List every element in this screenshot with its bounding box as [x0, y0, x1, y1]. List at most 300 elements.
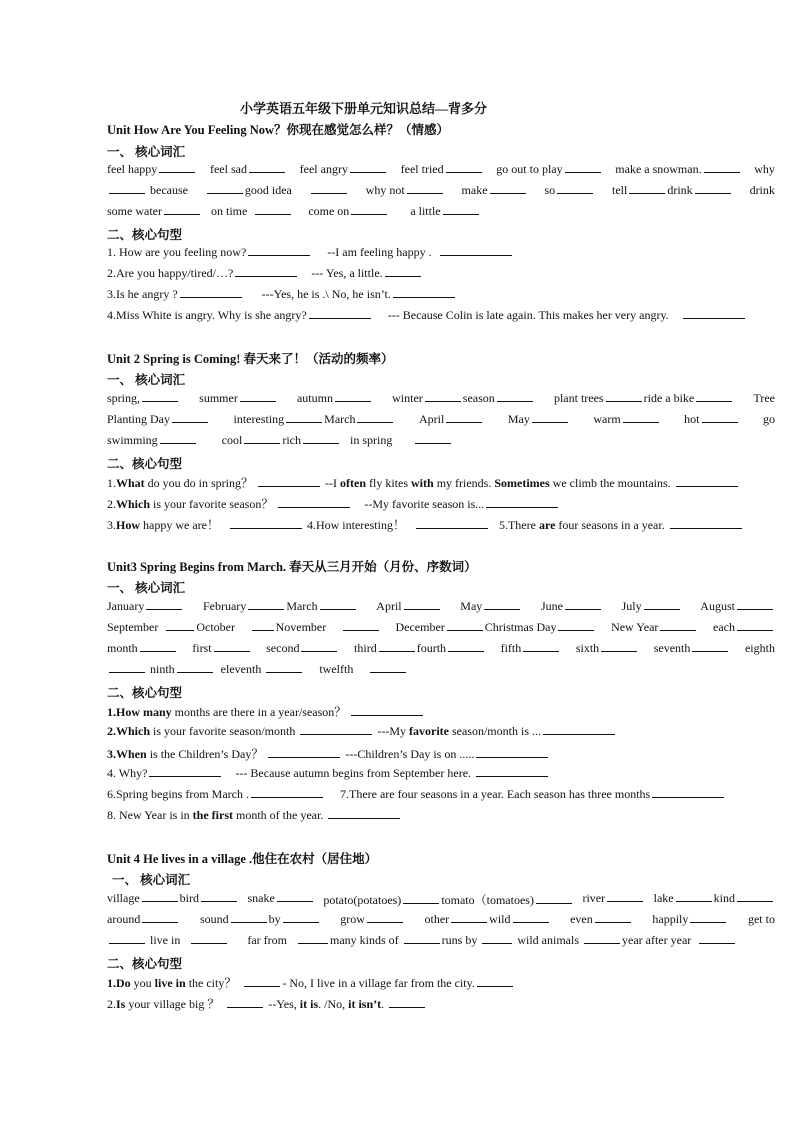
text: is the Children’s Day？ [149, 747, 264, 761]
answer-blank[interactable] [476, 747, 548, 758]
answer-blank[interactable] [652, 787, 724, 798]
vocab-item [410, 204, 480, 219]
text: April [418, 412, 445, 426]
answer-blank[interactable] [670, 518, 742, 529]
text: so [544, 183, 556, 197]
vocab-item [425, 912, 551, 927]
answer-blank[interactable] [447, 620, 483, 631]
answer-blank[interactable] [301, 641, 337, 652]
unit4-vocab-heading: 一、 核心词汇 [112, 873, 191, 887]
unit3-sentence-3 [107, 745, 775, 762]
text: grow [340, 912, 365, 926]
unit3-sentence-2 [107, 724, 775, 739]
text: 4.How interesting！ [306, 518, 405, 532]
text: winter [392, 391, 423, 405]
text: first [192, 641, 212, 655]
answer-blank[interactable] [407, 183, 443, 194]
text: tell [612, 183, 628, 197]
answer-blank[interactable] [109, 183, 145, 194]
vocab-item [401, 162, 484, 177]
text: November [275, 620, 327, 634]
answer-blank[interactable] [486, 497, 558, 508]
answer-blank[interactable] [350, 162, 386, 173]
unit2-heading: Unit 2 Spring is Coming! 春天来了！（活动的频率） [107, 352, 394, 366]
answer-blank[interactable] [623, 412, 659, 423]
vocab-item: go [763, 412, 775, 426]
bold-text: Sometimes [494, 476, 550, 490]
text: the city？ [188, 976, 237, 990]
answer-blank[interactable] [476, 766, 548, 777]
answer-blank[interactable] [252, 620, 274, 631]
answer-blank[interactable] [490, 183, 526, 194]
vocab-item [654, 891, 775, 908]
unit1-sentence-2 [107, 266, 775, 281]
text: October [196, 620, 235, 634]
answer-blank[interactable] [172, 412, 208, 423]
unit2-sentence-2 [107, 495, 775, 512]
answer-blank[interactable] [513, 912, 549, 923]
answer-blank[interactable] [251, 787, 323, 798]
text: lake [653, 891, 674, 905]
vocab-item [593, 412, 660, 427]
answer-blank[interactable] [142, 912, 178, 923]
vocab-item [107, 912, 180, 927]
text: . /No, [318, 997, 346, 1011]
vocab-item: drink [749, 183, 775, 197]
vocab-item [612, 183, 733, 198]
answer-blank[interactable] [532, 412, 568, 423]
vocab-item [250, 620, 327, 635]
text: 1. How are you feeling now? [107, 245, 247, 259]
text: 4. Why? [107, 766, 148, 780]
unit3-vocab-line-4 [107, 662, 775, 677]
text: season [462, 391, 495, 405]
answer-blank[interactable] [676, 891, 712, 902]
bold-text: 1. [107, 705, 116, 719]
text: --My favorite season is... [364, 497, 485, 511]
answer-blank[interactable] [737, 599, 773, 610]
text: is your favorite season？ [153, 497, 274, 511]
bold-text: How many [116, 705, 172, 719]
text: live in [150, 933, 181, 947]
answer-blank[interactable] [140, 641, 176, 652]
text: four seasons in a year. [558, 518, 665, 532]
answer-blank[interactable] [258, 476, 320, 487]
answer-blank[interactable] [443, 204, 479, 215]
text: fifth [500, 641, 522, 655]
answer-blank[interactable] [303, 433, 339, 444]
unit1-vocab-heading: 一、 核心词汇 [107, 145, 186, 159]
answer-blank[interactable] [699, 933, 735, 944]
vocab-item [221, 662, 305, 677]
text: bird [179, 891, 199, 905]
unit3-heading: Unit3 Spring Begins from March. 春天从三月开始（月份、序数词） [107, 560, 477, 574]
answer-blank[interactable] [523, 641, 559, 652]
bold-text: What [116, 476, 145, 490]
unit1-sentence-3 [107, 287, 775, 302]
text: wild animals [517, 933, 579, 947]
answer-blank[interactable] [606, 391, 642, 402]
text: many kinds of [329, 933, 399, 947]
answer-blank[interactable] [370, 662, 406, 673]
text: --- Yes, a little. [311, 266, 383, 280]
vocab-item [654, 641, 731, 656]
vocab-item [308, 204, 389, 219]
answer-blank[interactable] [298, 933, 328, 944]
answer-blank[interactable] [393, 287, 455, 298]
text: --I am feeling happy . [327, 245, 432, 259]
text: seventh [653, 641, 691, 655]
unit3-vocab-heading: 一、 核心词汇 [107, 581, 186, 595]
text: months are there in a year/season？ [174, 705, 347, 719]
vocab-item [107, 620, 235, 635]
bold-text: Do [116, 976, 131, 990]
vocab-item [460, 599, 522, 614]
vocab-item [107, 391, 180, 406]
vocab-item [107, 412, 210, 427]
text: other [424, 912, 450, 926]
vocab-item [205, 183, 292, 198]
answer-blank[interactable] [440, 245, 512, 256]
unit2-vocab-line-1 [107, 391, 775, 406]
answer-blank[interactable] [231, 912, 267, 923]
answer-blank[interactable] [351, 204, 387, 215]
answer-blank[interactable] [558, 620, 594, 631]
answer-blank[interactable] [644, 599, 680, 610]
answer-blank[interactable] [268, 747, 340, 758]
text: we climb the mountains. [552, 476, 671, 490]
bold-text: 2. [107, 724, 116, 738]
vocab-item [300, 162, 388, 177]
vocab-item [544, 183, 595, 198]
text: January [107, 599, 145, 613]
text: do you do in spring？ [147, 476, 254, 490]
text: feel tried [400, 162, 444, 176]
answer-blank[interactable] [201, 891, 237, 902]
text: is your favorite season/month [153, 724, 296, 738]
bold-text: Which [116, 497, 151, 511]
answer-blank[interactable] [227, 997, 263, 1008]
answer-blank[interactable] [404, 933, 440, 944]
bold-text: Is [116, 997, 126, 1011]
text: cool [221, 433, 243, 447]
text: come on [308, 204, 350, 218]
answer-blank[interactable] [343, 620, 379, 631]
text: river [582, 891, 606, 905]
page-title: 小学英语五年级下册单元知识总结—背多分 [240, 101, 488, 116]
vocab-item [622, 599, 682, 614]
answer-blank[interactable] [235, 266, 297, 277]
answer-blank[interactable] [696, 391, 732, 402]
text: September [107, 620, 159, 634]
unit4-vocab-line-3 [107, 933, 775, 948]
unit3-vocab-line-1 [107, 599, 775, 614]
answer-blank[interactable] [695, 183, 731, 194]
answer-blank[interactable] [160, 433, 196, 444]
vocab-item [684, 412, 739, 427]
text: month [107, 641, 138, 655]
text: swimming [107, 433, 158, 447]
text: far from [247, 933, 287, 947]
unit4-heading: Unit 4 He lives in a village .他住在农村（居住地） [107, 852, 378, 866]
answer-blank[interactable] [180, 287, 242, 298]
vocab-item [713, 620, 775, 635]
text: --Yes, [268, 997, 297, 1011]
answer-blank[interactable] [240, 391, 276, 402]
answer-blank[interactable] [385, 266, 421, 277]
text: fourth [416, 641, 447, 655]
answer-blank[interactable] [536, 893, 572, 904]
answer-blank[interactable] [482, 933, 512, 944]
text: 2. [107, 997, 116, 1011]
text: summer [199, 391, 238, 405]
vocab-item [541, 599, 603, 614]
vocab-item [107, 599, 184, 614]
vocab-item [266, 641, 339, 656]
text: New Year [611, 620, 659, 634]
answer-blank[interactable] [328, 808, 400, 819]
text: feel sad [209, 162, 247, 176]
answer-blank[interactable] [737, 891, 773, 902]
text: hot [684, 412, 700, 426]
answer-blank[interactable] [704, 162, 740, 173]
vocab-item [376, 599, 441, 614]
answer-blank[interactable] [244, 433, 280, 444]
answer-blank[interactable] [690, 912, 726, 923]
text: a little [410, 204, 441, 218]
unit3-sentence-6 [107, 787, 775, 802]
answer-blank[interactable] [283, 912, 319, 923]
answer-blank[interactable] [277, 891, 313, 902]
unit2-vocab-heading: 一、 核心词汇 [107, 373, 186, 387]
text: Christmas Day [484, 620, 557, 634]
unit4-sentence-2 [107, 995, 775, 1012]
answer-blank[interactable] [357, 412, 393, 423]
vocab-item: get to [747, 912, 775, 926]
answer-blank[interactable] [142, 891, 178, 902]
unit1-sentence-heading: 二、核心句型 [107, 228, 183, 242]
answer-blank[interactable] [286, 412, 322, 423]
answer-blank[interactable] [477, 976, 513, 987]
vocab-item: why [754, 162, 775, 176]
text: go out to play [496, 162, 563, 176]
vocab-item [350, 433, 453, 448]
text: February [202, 599, 247, 613]
unit4-vocab-line-1 [107, 891, 775, 908]
vocab-item [366, 183, 445, 198]
vocab-item [309, 183, 349, 198]
answer-blank[interactable] [191, 933, 227, 944]
answer-blank[interactable] [266, 662, 302, 673]
text: each [713, 620, 735, 634]
answer-blank[interactable] [415, 433, 451, 444]
vocab-item [395, 620, 596, 635]
vocab-item [203, 599, 358, 614]
answer-blank[interactable] [249, 162, 285, 173]
text: feel angry [299, 162, 348, 176]
answer-blank[interactable] [702, 412, 738, 423]
answer-blank[interactable] [660, 620, 696, 631]
unit1-sentence-4 [107, 308, 775, 323]
text: potato(potatoes) [323, 893, 402, 907]
answer-blank[interactable] [164, 204, 200, 215]
answer-blank[interactable] [142, 391, 178, 402]
answer-blank[interactable] [692, 641, 728, 652]
answer-blank[interactable] [565, 162, 601, 173]
answer-blank[interactable] [311, 183, 347, 194]
answer-blank[interactable] [379, 641, 415, 652]
text: some water [107, 204, 162, 218]
answer-blank[interactable] [451, 912, 487, 923]
text: by [268, 912, 281, 926]
vocab-item [496, 162, 602, 177]
answer-blank[interactable] [278, 497, 350, 508]
vocab-item [234, 412, 396, 427]
answer-blank[interactable] [300, 724, 372, 735]
answer-blank[interactable] [607, 891, 643, 902]
answer-blank[interactable] [309, 308, 371, 319]
unit2-sentence-3 [107, 516, 775, 533]
vocab-item [652, 912, 728, 927]
answer-blank[interactable] [425, 391, 461, 402]
vocab-item [192, 641, 251, 656]
text: May [460, 599, 483, 613]
unit4-sentence-1 [107, 974, 775, 991]
answer-blank[interactable] [207, 183, 243, 194]
answer-blank[interactable] [159, 162, 195, 173]
answer-blank[interactable] [214, 641, 250, 652]
vocab-item [107, 933, 229, 948]
answer-blank[interactable] [601, 641, 637, 652]
text: even [570, 912, 593, 926]
bold-text: the first [192, 808, 233, 822]
answer-blank[interactable] [448, 641, 484, 652]
text: March [324, 412, 356, 426]
answer-blank[interactable] [629, 183, 665, 194]
text: 7.There are four seasons in a year. Each season has three months [339, 787, 651, 801]
text: --- Because autumn begins from September here. [235, 766, 472, 780]
answer-blank[interactable] [248, 599, 284, 610]
answer-blank[interactable] [584, 933, 620, 944]
answer-blank[interactable] [230, 518, 302, 529]
answer-blank[interactable] [109, 662, 145, 673]
bold-text: are [538, 518, 556, 532]
text: --I [325, 476, 338, 490]
vocab-item [392, 391, 535, 406]
unit2-vocab-line-3 [107, 433, 775, 448]
vocab-item [611, 620, 698, 635]
unit1-vocab-line-1 [107, 162, 775, 177]
text: runs by [441, 933, 478, 947]
vocab-item [107, 204, 202, 219]
text: plant trees [553, 391, 604, 405]
vocab-item [582, 933, 737, 948]
answer-blank[interactable] [416, 518, 488, 529]
answer-blank[interactable] [446, 412, 482, 423]
answer-blank[interactable] [166, 620, 194, 631]
vocab-item [319, 662, 408, 677]
vocab-item [222, 433, 341, 448]
text: . [381, 997, 385, 1011]
answer-blank[interactable] [446, 162, 482, 173]
text: 3.Is he angry ? [107, 287, 178, 301]
answer-blank[interactable] [484, 599, 520, 610]
answer-blank[interactable] [676, 476, 738, 487]
answer-blank[interactable] [565, 599, 601, 610]
text: March [286, 599, 318, 613]
vocab-item [501, 641, 562, 656]
bold-text: How [116, 518, 140, 532]
text: 5.There [498, 518, 536, 532]
text: drink [667, 183, 693, 197]
answer-blank[interactable] [389, 997, 425, 1008]
vocab-item [107, 162, 197, 177]
text: second [266, 641, 300, 655]
answer-blank[interactable] [248, 245, 310, 256]
answer-blank[interactable] [244, 976, 280, 987]
unit3-sentence-1 [107, 703, 775, 720]
vocab-item [199, 391, 278, 406]
answer-blank[interactable] [109, 933, 145, 944]
text: my friends. [436, 476, 492, 490]
unit2-sentence-1 [107, 474, 775, 491]
bold-text: live in [154, 976, 186, 990]
answer-blank[interactable] [351, 705, 423, 716]
answer-blank[interactable] [683, 308, 745, 319]
vocab-item [297, 391, 373, 406]
text: 8. New Year is in [107, 808, 190, 822]
answer-blank[interactable] [403, 893, 439, 904]
answer-blank[interactable] [404, 599, 440, 610]
answer-blank[interactable] [497, 391, 533, 402]
text: on time [210, 204, 248, 218]
text: - No, I live in a village far from the city. [282, 976, 475, 990]
vocab-item: eighth [744, 641, 775, 655]
answer-blank[interactable] [557, 183, 593, 194]
text: third [354, 641, 377, 655]
text: happy we are！ [143, 518, 219, 532]
answer-blank[interactable] [149, 766, 221, 777]
text: June [540, 599, 563, 613]
unit1-vocab-line-2 [107, 183, 775, 198]
vocab-item [247, 933, 398, 948]
text: 4.Miss White is angry. Why is she angry? [107, 308, 307, 322]
answer-blank[interactable] [543, 724, 615, 735]
vocab-item [354, 641, 486, 656]
text: happily [652, 912, 689, 926]
unit1-vocab-line-3 [107, 204, 775, 219]
vocab-item [576, 641, 639, 656]
answer-blank[interactable] [177, 662, 213, 673]
answer-blank[interactable] [737, 620, 773, 631]
text: warm [593, 412, 621, 426]
text: wild [489, 912, 511, 926]
answer-blank[interactable] [146, 599, 182, 610]
answer-blank[interactable] [335, 391, 371, 402]
answer-blank[interactable] [255, 204, 291, 215]
vocab-item [419, 412, 484, 427]
bold-text: favorite [409, 724, 449, 738]
answer-blank[interactable] [367, 912, 403, 923]
answer-blank[interactable] [320, 599, 356, 610]
vocab-item [107, 891, 239, 908]
answer-blank[interactable] [595, 912, 631, 923]
text: twelfth [319, 662, 354, 676]
text: April [376, 599, 402, 613]
text: kind [713, 891, 735, 905]
unit3-sentence-8 [107, 808, 775, 823]
vocab-item [700, 599, 775, 614]
